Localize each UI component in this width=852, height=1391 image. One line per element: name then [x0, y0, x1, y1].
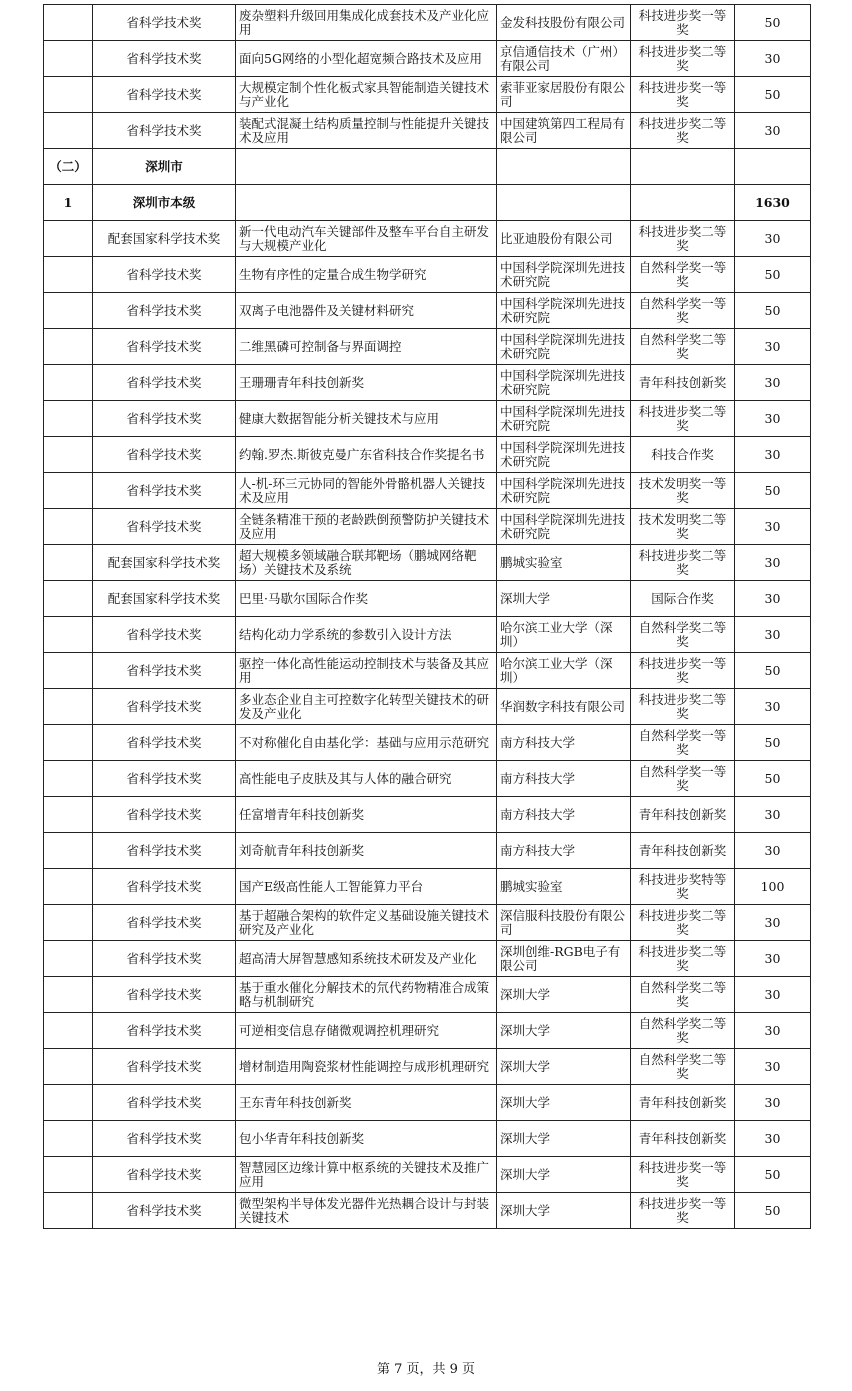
amount-cell: 30	[735, 113, 811, 149]
amount-cell: 30	[735, 545, 811, 581]
table-row	[44, 761, 811, 797]
row-number-cell	[44, 257, 93, 293]
row-number-cell	[44, 401, 93, 437]
amount-cell: 50	[735, 653, 811, 689]
table-row	[44, 1157, 811, 1193]
project-name-cell: 超高清大屏智慧感知系统技术研发及产业化	[236, 941, 497, 977]
organization-cell: 深圳创维-RGB电子有限公司	[497, 941, 631, 977]
award-level-cell: 自然科学奖二等奖	[631, 617, 735, 653]
table-row	[44, 653, 811, 689]
table-row	[44, 869, 811, 905]
row-number-cell	[44, 473, 93, 509]
category-cell: 省科学技术奖	[93, 941, 236, 977]
organization-cell: 深圳大学	[497, 1157, 631, 1193]
row-number-cell	[44, 77, 93, 113]
award-level-cell: 科技进步奖二等奖	[631, 221, 735, 257]
project-name-cell: 刘奇航青年科技创新奖	[236, 833, 497, 869]
project-name-cell: 王东青年科技创新奖	[236, 1085, 497, 1121]
category-cell: 省科学技术奖	[93, 437, 236, 473]
project-name-cell: 不对称催化自由基化学：基础与应用示范研究	[236, 725, 497, 761]
row-number-cell	[44, 941, 93, 977]
table-row	[44, 977, 811, 1013]
category-cell: 省科学技术奖	[93, 1121, 236, 1157]
category-cell: 省科学技术奖	[93, 41, 236, 77]
amount-cell: 30	[735, 617, 811, 653]
project-name-cell: 包小华青年科技创新奖	[236, 1121, 497, 1157]
row-number-cell	[44, 617, 93, 653]
amount-cell: 30	[735, 941, 811, 977]
award-level-cell: 科技进步奖一等奖	[631, 1193, 735, 1229]
amount-cell: 50	[735, 1193, 811, 1229]
organization-cell: 比亚迪股份有限公司	[497, 221, 631, 257]
table-row	[44, 617, 811, 653]
category-cell: 省科学技术奖	[93, 1049, 236, 1085]
category-cell: 省科学技术奖	[93, 509, 236, 545]
project-name-cell: 增材制造用陶瓷浆材性能调控与成形机理研究	[236, 1049, 497, 1085]
project-name-cell: 生物有序性的定量合成生物学研究	[236, 257, 497, 293]
organization-cell: 金发科技股份有限公司	[497, 5, 631, 41]
row-number-cell	[44, 977, 93, 1013]
table-row	[44, 1193, 811, 1229]
table-row	[44, 725, 811, 761]
table-row	[44, 41, 811, 77]
award-level-cell: 科技进步奖二等奖	[631, 545, 735, 581]
organization-cell	[497, 149, 631, 185]
amount-cell: 1630	[735, 185, 811, 221]
table-row	[44, 581, 811, 617]
category-cell: 省科学技术奖	[93, 401, 236, 437]
row-number-cell	[44, 365, 93, 401]
table-row	[44, 545, 811, 581]
table-row	[44, 797, 811, 833]
project-name-cell: 任富增青年科技创新奖	[236, 797, 497, 833]
project-name-cell: 二维黑磷可控制备与界面调控	[236, 329, 497, 365]
table-row	[44, 941, 811, 977]
row-number-cell	[44, 1049, 93, 1085]
project-name-cell: 智慧园区边缘计算中枢系统的关键技术及推广应用	[236, 1157, 497, 1193]
table-row	[44, 5, 811, 41]
table-row	[44, 1013, 811, 1049]
project-name-cell: 约翰.罗杰.斯彼克曼广东省科技合作奖提名书	[236, 437, 497, 473]
award-level-cell: 科技进步奖二等奖	[631, 41, 735, 77]
organization-cell: 深信服科技股份有限公司	[497, 905, 631, 941]
award-level-cell: 青年科技创新奖	[631, 1085, 735, 1121]
award-level-cell: 自然科学奖一等奖	[631, 725, 735, 761]
row-number-cell	[44, 1013, 93, 1049]
category-cell: 深圳市	[93, 149, 236, 185]
amount-cell: 30	[735, 797, 811, 833]
project-name-cell: 装配式混凝土结构质量控制与性能提升关键技术及应用	[236, 113, 497, 149]
project-name-cell	[236, 149, 497, 185]
row-number-cell	[44, 1193, 93, 1229]
organization-cell: 中国科学院深圳先进技术研究院	[497, 401, 631, 437]
category-cell: 省科学技术奖	[93, 1013, 236, 1049]
project-name-cell: 可逆相变信息存储微观调控机理研究	[236, 1013, 497, 1049]
amount-cell: 50	[735, 77, 811, 113]
row-number-cell	[44, 5, 93, 41]
amount-cell: 30	[735, 833, 811, 869]
amount-cell: 30	[735, 221, 811, 257]
table-row	[44, 365, 811, 401]
project-name-cell: 国产E级高性能人工智能算力平台	[236, 869, 497, 905]
amount-cell: 30	[735, 41, 811, 77]
award-level-cell: 青年科技创新奖	[631, 365, 735, 401]
award-level-cell: 青年科技创新奖	[631, 797, 735, 833]
row-number-cell	[44, 653, 93, 689]
row-number-cell	[44, 1157, 93, 1193]
row-number-cell	[44, 113, 93, 149]
category-cell: 省科学技术奖	[93, 77, 236, 113]
award-level-cell: 科技合作奖	[631, 437, 735, 473]
project-name-cell: 健康大数据智能分析关键技术与应用	[236, 401, 497, 437]
amount-cell: 30	[735, 977, 811, 1013]
organization-cell: 深圳大学	[497, 977, 631, 1013]
row-number-cell	[44, 689, 93, 725]
row-number-cell: 1	[44, 185, 93, 221]
section-row	[44, 185, 811, 221]
award-level-cell: 技术发明奖二等奖	[631, 509, 735, 545]
row-number-cell	[44, 293, 93, 329]
award-level-cell: 科技进步奖二等奖	[631, 689, 735, 725]
row-number-cell	[44, 1085, 93, 1121]
amount-cell: 50	[735, 725, 811, 761]
amount-cell: 100	[735, 869, 811, 905]
amount-cell: 50	[735, 1157, 811, 1193]
project-name-cell: 基于超融合架构的软件定义基础设施关键技术研究及产业化	[236, 905, 497, 941]
category-cell: 省科学技术奖	[93, 905, 236, 941]
amount-cell: 30	[735, 1049, 811, 1085]
award-level-cell: 科技进步奖一等奖	[631, 5, 735, 41]
row-number-cell	[44, 437, 93, 473]
award-level-cell: 科技进步奖二等奖	[631, 941, 735, 977]
row-number-cell	[44, 581, 93, 617]
project-name-cell: 王珊珊青年科技创新奖	[236, 365, 497, 401]
award-level-cell: 自然科学奖一等奖	[631, 257, 735, 293]
row-number-cell	[44, 725, 93, 761]
row-number-cell	[44, 1121, 93, 1157]
amount-cell: 30	[735, 689, 811, 725]
table-row	[44, 401, 811, 437]
row-number-cell	[44, 41, 93, 77]
award-level-cell: 国际合作奖	[631, 581, 735, 617]
table-row	[44, 113, 811, 149]
project-name-cell: 巴里·马歇尔国际合作奖	[236, 581, 497, 617]
organization-cell: 南方科技大学	[497, 725, 631, 761]
organization-cell: 深圳大学	[497, 1085, 631, 1121]
category-cell: 省科学技术奖	[93, 617, 236, 653]
award-level-cell: 科技进步奖一等奖	[631, 653, 735, 689]
category-cell: 省科学技术奖	[93, 725, 236, 761]
amount-cell: 30	[735, 581, 811, 617]
organization-cell: 哈尔滨工业大学（深圳）	[497, 653, 631, 689]
organization-cell: 中国科学院深圳先进技术研究院	[497, 365, 631, 401]
award-level-cell: 科技进步奖特等奖	[631, 869, 735, 905]
amount-cell: 50	[735, 257, 811, 293]
project-name-cell: 多业态企业自主可控数字化转型关键技术的研发及产业化	[236, 689, 497, 725]
award-level-cell	[631, 149, 735, 185]
category-cell: 省科学技术奖	[93, 473, 236, 509]
amount-cell: 30	[735, 437, 811, 473]
table-row	[44, 221, 811, 257]
table-row	[44, 473, 811, 509]
table-row	[44, 509, 811, 545]
category-cell: 省科学技术奖	[93, 257, 236, 293]
organization-cell: 深圳大学	[497, 581, 631, 617]
category-cell: 省科学技术奖	[93, 1157, 236, 1193]
award-level-cell: 自然科学奖二等奖	[631, 329, 735, 365]
row-number-cell	[44, 797, 93, 833]
category-cell: 省科学技术奖	[93, 5, 236, 41]
award-level-cell: 科技进步奖二等奖	[631, 401, 735, 437]
organization-cell: 深圳大学	[497, 1049, 631, 1085]
row-number-cell	[44, 221, 93, 257]
project-name-cell: 面向5G网络的小型化超宽频合路技术及应用	[236, 41, 497, 77]
amount-cell: 30	[735, 365, 811, 401]
category-cell: 省科学技术奖	[93, 761, 236, 797]
awards-table	[43, 4, 811, 1229]
row-number-cell: （二）	[44, 149, 93, 185]
table-row	[44, 329, 811, 365]
category-cell: 省科学技术奖	[93, 833, 236, 869]
project-name-cell: 微型架构半导体发光器件光热耦合设计与封装关键技术	[236, 1193, 497, 1229]
award-level-cell	[631, 185, 735, 221]
row-number-cell	[44, 869, 93, 905]
organization-cell: 鹏城实验室	[497, 545, 631, 581]
table-row	[44, 437, 811, 473]
award-level-cell: 自然科学奖二等奖	[631, 1013, 735, 1049]
amount-cell: 30	[735, 1085, 811, 1121]
award-level-cell: 自然科学奖一等奖	[631, 761, 735, 797]
table-row	[44, 833, 811, 869]
project-name-cell: 超大规模多领域融合联邦靶场（鹏城网络靶场）关键技术及系统	[236, 545, 497, 581]
amount-cell: 30	[735, 401, 811, 437]
row-number-cell	[44, 545, 93, 581]
organization-cell: 南方科技大学	[497, 761, 631, 797]
amount-cell: 50	[735, 293, 811, 329]
project-name-cell: 新一代电动汽车关键部件及整车平台自主研发与大规模产业化	[236, 221, 497, 257]
amount-cell: 30	[735, 1013, 811, 1049]
project-name-cell: 结构化动力学系统的参数引入设计方法	[236, 617, 497, 653]
award-level-cell: 科技进步奖一等奖	[631, 77, 735, 113]
table-row	[44, 1049, 811, 1085]
category-cell: 省科学技术奖	[93, 329, 236, 365]
project-name-cell: 高性能电子皮肤及其与人体的融合研究	[236, 761, 497, 797]
organization-cell: 深圳大学	[497, 1013, 631, 1049]
amount-cell: 30	[735, 1121, 811, 1157]
category-cell: 省科学技术奖	[93, 653, 236, 689]
category-cell: 配套国家科学技术奖	[93, 221, 236, 257]
organization-cell: 中国科学院深圳先进技术研究院	[497, 329, 631, 365]
award-level-cell: 自然科学奖二等奖	[631, 977, 735, 1013]
project-name-cell	[236, 185, 497, 221]
organization-cell: 中国科学院深圳先进技术研究院	[497, 257, 631, 293]
amount-cell: 50	[735, 761, 811, 797]
category-cell: 省科学技术奖	[93, 365, 236, 401]
organization-cell: 深圳大学	[497, 1193, 631, 1229]
page-footer: 第 7 页，共 9 页	[376, 1362, 476, 1377]
amount-cell: 30	[735, 329, 811, 365]
category-cell: 配套国家科学技术奖	[93, 545, 236, 581]
table-row	[44, 905, 811, 941]
amount-cell: 50	[735, 473, 811, 509]
amount-cell: 50	[735, 5, 811, 41]
row-number-cell	[44, 329, 93, 365]
table-row	[44, 689, 811, 725]
row-number-cell	[44, 833, 93, 869]
amount-cell: 30	[735, 905, 811, 941]
category-cell: 省科学技术奖	[93, 1193, 236, 1229]
organization-cell: 京信通信技术（广州）有限公司	[497, 41, 631, 77]
organization-cell: 哈尔滨工业大学（深圳）	[497, 617, 631, 653]
category-cell: 省科学技术奖	[93, 869, 236, 905]
award-level-cell: 技术发明奖一等奖	[631, 473, 735, 509]
table-row	[44, 77, 811, 113]
organization-cell: 中国科学院深圳先进技术研究院	[497, 293, 631, 329]
award-level-cell: 自然科学奖一等奖	[631, 293, 735, 329]
organization-cell	[497, 185, 631, 221]
category-cell: 省科学技术奖	[93, 689, 236, 725]
project-name-cell: 基于重水催化分解技术的氘代药物精准合成策略与机制研究	[236, 977, 497, 1013]
organization-cell: 索菲亚家居股份有限公司	[497, 77, 631, 113]
table-row	[44, 1121, 811, 1157]
project-name-cell: 人-机-环三元协同的智能外骨骼机器人关键技术及应用	[236, 473, 497, 509]
organization-cell: 中国建筑第四工程局有限公司	[497, 113, 631, 149]
row-number-cell	[44, 905, 93, 941]
organization-cell: 南方科技大学	[497, 833, 631, 869]
award-level-cell: 科技进步奖一等奖	[631, 1157, 735, 1193]
project-name-cell: 驱控一体化高性能运动控制技术与装备及其应用	[236, 653, 497, 689]
organization-cell: 华润数字科技有限公司	[497, 689, 631, 725]
organization-cell: 中国科学院深圳先进技术研究院	[497, 473, 631, 509]
category-cell: 省科学技术奖	[93, 113, 236, 149]
section-row	[44, 149, 811, 185]
award-level-cell: 青年科技创新奖	[631, 1121, 735, 1157]
award-level-cell: 科技进步奖二等奖	[631, 905, 735, 941]
project-name-cell: 全链条精准干预的老龄跌倒预警防护关键技术及应用	[236, 509, 497, 545]
category-cell: 省科学技术奖	[93, 977, 236, 1013]
project-name-cell: 双离子电池器件及关键材料研究	[236, 293, 497, 329]
organization-cell: 中国科学院深圳先进技术研究院	[497, 509, 631, 545]
table-row	[44, 293, 811, 329]
row-number-cell	[44, 509, 93, 545]
category-cell: 省科学技术奖	[93, 293, 236, 329]
table-row	[44, 1085, 811, 1121]
amount-cell	[735, 149, 811, 185]
category-cell: 深圳市本级	[93, 185, 236, 221]
organization-cell: 南方科技大学	[497, 797, 631, 833]
organization-cell: 中国科学院深圳先进技术研究院	[497, 437, 631, 473]
award-level-cell: 科技进步奖二等奖	[631, 113, 735, 149]
project-name-cell: 大规模定制个性化板式家具智能制造关键技术与产业化	[236, 77, 497, 113]
organization-cell: 深圳大学	[497, 1121, 631, 1157]
row-number-cell	[44, 761, 93, 797]
organization-cell: 鹏城实验室	[497, 869, 631, 905]
category-cell: 省科学技术奖	[93, 1085, 236, 1121]
table-body	[44, 5, 811, 1229]
award-level-cell: 自然科学奖二等奖	[631, 1049, 735, 1085]
project-name-cell: 废杂塑料升级回用集成化成套技术及产业化应用	[236, 5, 497, 41]
category-cell: 配套国家科学技术奖	[93, 581, 236, 617]
award-level-cell: 青年科技创新奖	[631, 833, 735, 869]
amount-cell: 30	[735, 509, 811, 545]
category-cell: 省科学技术奖	[93, 797, 236, 833]
table-row	[44, 257, 811, 293]
